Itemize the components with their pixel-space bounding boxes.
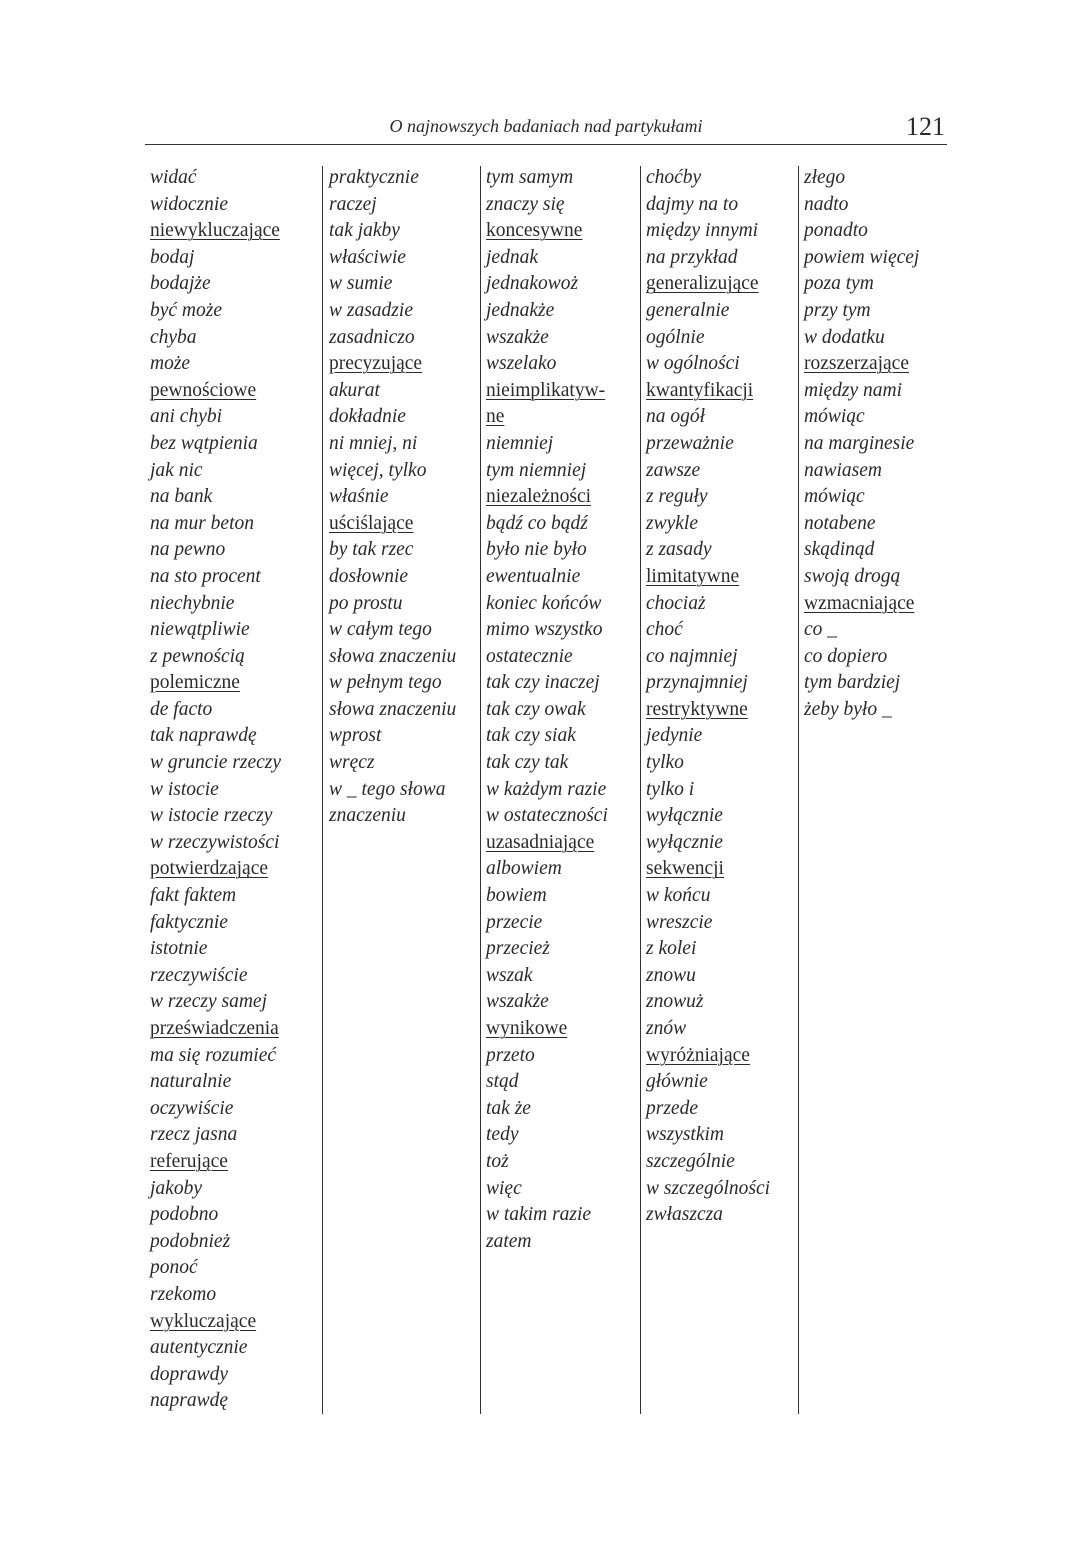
particle-entry: przy tym [804,299,871,321]
particle-entry: tylko [646,752,684,774]
particle-entry: zasadniczo [329,326,415,348]
category-heading: precyzujące [329,353,423,375]
category-heading: uściślające [329,512,414,534]
particle-entry: tym bardziej [804,672,901,694]
particle-entry: dajmy na to [646,193,739,215]
particle-entry: zatem [486,1230,532,1252]
particle-entry: tym samym [486,167,574,188]
particle-entry: tylko i [646,778,695,800]
particle-entry: dosłownie [329,565,409,587]
particle-entry: w dodatku [804,326,885,348]
category-heading: wyróżniające [646,1044,750,1066]
particle-entry: w sumie [329,273,393,295]
category-heading: niezależności [486,486,592,508]
column-5 [804,165,919,723]
particle-entry: mimo wszystko [486,619,603,641]
category-heading: koncesywne [486,220,583,242]
category-heading: ne [486,406,505,428]
category-heading: limitatywne [646,565,740,587]
column-divider [322,166,323,1414]
particle-entry: z kolei [646,938,697,960]
particle-entry: słowa znaczeniu [329,645,457,667]
particle-entry: przecież [486,938,550,960]
particle-entry: doprawdy [150,1363,228,1385]
particle-entry: chyba [150,326,197,348]
column-divider [798,166,799,1414]
particle-entry: z pewnością [150,645,245,667]
particle-entry: ogólnie [646,326,705,348]
category-heading: sekwencji [646,858,724,880]
particle-entry: między innymi [646,220,759,242]
category-heading: wykluczające [150,1310,257,1332]
column-2 [329,165,456,830]
particle-entry: tak czy siak [486,725,576,747]
particle-entry: tedy [486,1124,519,1146]
particle-entry: zwłaszcza [646,1204,723,1226]
particle-entry: autentycznie [150,1337,248,1359]
category-heading: potwierdzające [150,858,269,880]
particle-entry: rzeczywiście [150,964,248,986]
particle-entry: znowu [646,964,696,986]
category-heading: rozszerzające [804,353,909,375]
particle-entry: nadto [804,193,849,215]
particle-entry: jakoby [150,1177,202,1199]
particle-entry: na bank [150,486,213,508]
particle-entry: tak czy owak [486,698,586,720]
particle-entry: tym niemniej [486,459,587,481]
category-heading: kwantyfikacji [646,379,754,401]
particle-entry: w szczególności [646,1177,771,1199]
particle-entry: faktycznie [150,911,228,933]
particle-entry: w pełnym tego [329,672,442,694]
particle-entry: by tak rzec [329,539,414,561]
particle-entry: na marginesie [804,432,915,454]
particle-entry: de facto [150,698,213,720]
particle-entry: albowiem [486,858,562,880]
particle-entry: w ostateczności [486,805,608,827]
particle-entry: być może [150,299,223,321]
category-heading: pewnościowe [150,379,257,401]
particle-entry: przeto [486,1044,535,1066]
particle-entry: dokładnie [329,406,406,428]
particle-entry: na mur beton [150,512,254,534]
particle-entry: żeby było _ [804,698,892,720]
particle-entry: toż [486,1150,509,1172]
particle-entry: istotnie [150,938,208,960]
particle-entry: w gruncie rzeczy [150,752,282,774]
particle-entry: ponoć [150,1257,198,1279]
particle-entry: naprawdę [150,1390,228,1412]
particle-entry: w końcu [646,885,711,907]
particle-entry: mówiąc [804,486,865,508]
particle-entry: fakt faktem [150,885,237,907]
page-number: 121 [906,112,945,141]
particle-entry: skądinąd [804,539,875,561]
particle-entry: jak nic [150,459,203,481]
particle-entry: tak naprawdę [150,725,257,747]
category-heading: wynikowe [486,1018,568,1039]
particle-entry: niewątpliwie [150,619,250,641]
particle-entry: wreszcie [646,911,713,933]
particle-entry: ni mniej, ni [329,432,418,454]
particle-entry: bądź co bądź [486,512,588,534]
particle-entry: akurat [329,379,380,401]
particle-entry: generalnie [646,299,730,321]
particle-entry: swoją drogą [804,565,901,587]
particle-entry: wszystkim [646,1124,724,1146]
particle-entry: więcej, tylko [329,459,427,481]
particle-entry: znaczeniu [329,805,406,827]
particle-entry: w takim razie [486,1204,592,1226]
particle-entry: wyłącznie [646,831,723,853]
particle-entry: zawsze [646,459,701,481]
particle-entry: mówiąc [804,406,865,428]
column-4 [646,165,770,1229]
particle-entry: wyłącznie [646,805,723,827]
particle-entry: rzekomo [150,1283,217,1305]
particle-entry: szczególnie [646,1150,735,1172]
particle-entry: było nie było [486,539,587,561]
column-divider [640,166,641,1414]
particle-entry: tak czy tak [486,752,569,774]
particle-entry: chociaż [646,592,706,614]
column-divider [480,166,481,1414]
column-1 [150,165,281,1415]
particle-entry: wszelako [486,353,557,375]
particle-entry: ani chybi [150,406,223,428]
particle-entry: tak jakby [329,220,400,242]
particle-entry: właściwie [329,246,406,268]
particle-entry: wszakże [486,991,549,1013]
particle-entry: wszakże [486,326,549,348]
particle-entry: między nami [804,379,903,401]
particle-entry: znowuż [646,991,704,1013]
particle-entry: wręcz [329,752,375,774]
particle-entry: niechybnie [150,592,235,614]
particle-entry: może [150,353,191,375]
particle-entry: znów [646,1018,687,1039]
particle-entry: choć [646,619,683,641]
particle-entry: jednakże [486,299,555,321]
particle-entry: w każdym razie [486,778,607,800]
particle-entry: zwykle [646,512,698,534]
particle-entry: głównie [646,1071,708,1093]
particle-entry: z reguły [646,486,708,508]
particle-entry: znaczy się [486,193,565,215]
particle-entry: jednak [486,246,538,268]
category-heading: nieimplikatyw- [486,379,606,401]
particle-entry: na pewno [150,539,226,561]
particle-entry: bodajże [150,273,211,295]
particle-entry: tak że [486,1097,531,1119]
particle-entry: choćby [646,167,702,188]
particle-entry: rzecz jasna [150,1124,238,1146]
particle-entry: przynajmniej [646,672,748,694]
category-heading: niewykluczające [150,220,280,242]
category-heading: referujące [150,1150,228,1172]
particle-entry: praktycznie [329,167,419,188]
particle-entry: podobnież [150,1230,231,1252]
particle-entry: ostatecznie [486,645,573,667]
particle-entry: złego [804,167,846,188]
category-heading: generalizujące [646,273,759,295]
particle-entry: oczywiście [150,1097,234,1119]
particle-entry: na ogół [646,406,706,428]
column-3 [486,165,608,1255]
particle-entry: właśnie [329,486,389,508]
particle-entry: notabene [804,512,876,534]
particle-entry: na przykład [646,246,738,268]
particle-entry: co dopiero [804,645,888,667]
particle-entry: widać [150,167,197,188]
particle-entry: wprost [329,725,382,747]
particle-entry: w całym tego [329,619,432,641]
particle-entry: przede [646,1097,698,1119]
particle-entry: nawiasem [804,459,882,481]
category-heading: uzasadniające [486,831,595,853]
particle-entry: jednakowoż [486,273,579,295]
particle-entry: po prostu [329,592,403,614]
particle-entry: słowa znaczeniu [329,698,457,720]
particle-entry: koniec końców [486,592,602,614]
particle-entry: powiem więcej [804,246,920,268]
particle-entry: jedynie [646,725,703,747]
particle-entry: wszak [486,964,533,986]
particle-entry: w rzeczywistości [150,831,280,853]
particle-entry: z zasady [646,539,712,561]
particle-entry: bez wątpienia [150,432,258,454]
particle-entry: więc [486,1177,522,1199]
particle-entry: przecie [486,911,543,933]
particle-entry: raczej [329,193,377,215]
particle-entry: bodaj [150,246,195,268]
running-title: O najnowszych badaniach nad partykułami [389,116,703,136]
particle-entry: widocznie [150,193,228,215]
particle-entry: ewentualnie [486,565,581,587]
particle-entry: poza tym [804,273,874,295]
particle-entry: w istocie [150,778,219,800]
particle-entry: podobno [150,1204,219,1226]
particle-entry: przeważnie [646,432,734,454]
particle-entry: tak czy inaczej [486,672,600,694]
particle-entry: co _ [804,619,838,641]
particle-entry: bowiem [486,885,547,907]
category-heading: wzmacniające [804,592,915,614]
particle-entry: niemniej [486,432,554,454]
particle-entry: na sto procent [150,565,261,587]
particle-entry: stąd [486,1071,519,1093]
category-heading: restryktywne [646,698,748,720]
particle-entry: w _ tego słowa [329,778,446,800]
particle-entry: ponadto [804,220,868,242]
category-heading: polemiczne [150,672,240,694]
particle-entry: co najmniej [646,645,738,667]
particle-entry: w rzeczy samej [150,991,267,1013]
particle-entry: w zasadzie [329,299,413,321]
running-header [145,112,947,145]
category-heading: przeświadczenia [150,1018,279,1039]
particle-entry: w ogólności [646,353,740,375]
particle-entry: w istocie rzeczy [150,805,273,827]
particle-entry: ma się rozumieć [150,1044,277,1066]
particle-entry: naturalnie [150,1071,232,1093]
